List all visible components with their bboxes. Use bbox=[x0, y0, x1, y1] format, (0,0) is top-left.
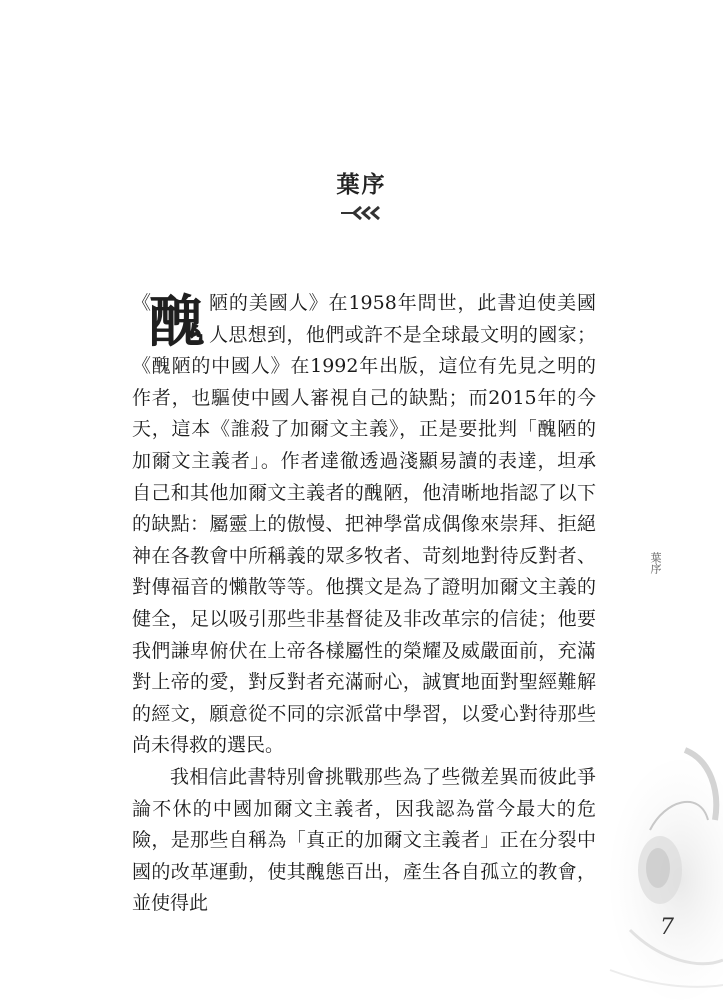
paragraph-2: 我相信此書特別會挑戰那些為了些微差異而彼此爭論不休的中國加爾文主義者，因我認為當今最大的危險，是那些自稱為「真正的加爾文主義者」正在分裂中國的改革運動，使其醜態百出，產生各自孤立的教會，並使得此 bbox=[132, 765, 596, 915]
paragraph-1-text: 陋的美國人》在1958年問世，此書迫使美國人思想到，他們或許不是全球最文明的國家；《醜陋的中國人》在1992年出版，這位有先見之明的作者，也驅使中國人審視自己的缺點；而2015年的今天，這本《誰殺了加爾文主義》，正是要批判「醜陋的加爾文主義者」。作者達徹透過淺顯易讀的表達，坦承自己和其他加爾文主義者的醜陋，他清晰地指認了以下的缺點：屬靈上的傲慢、把神學當成偶像來崇拜、拒絕神在各教會中所稱義的眾多牧者、苛刻地對待反對者、對傳福音的懶散等等。他撰文是為了證明加爾文主義的健全，足以吸引那些非基督徒及非改革宗的信徒；他要我們謙卑俯伏在上帝各樣屬性的榮耀及威嚴面前，充滿對上帝的愛，對反對者充滿耐心，誠實地面對聖經難解的經文，願意從不同的宗派當中學習，以愛心對待那些尚未得救的選民。 bbox=[132, 292, 596, 757]
drop-cap: 醜 bbox=[149, 289, 206, 355]
body-text bbox=[132, 288, 596, 920]
chapter-title: 葉序 bbox=[336, 171, 387, 198]
paragraph-1 bbox=[132, 288, 596, 762]
running-header-side: 葉序 bbox=[649, 552, 662, 574]
chevron-ornament-icon bbox=[339, 204, 385, 222]
opening-quote: 《 bbox=[132, 292, 152, 314]
page-number: 7 bbox=[660, 915, 674, 940]
gourd-illustration-icon bbox=[590, 730, 723, 1000]
